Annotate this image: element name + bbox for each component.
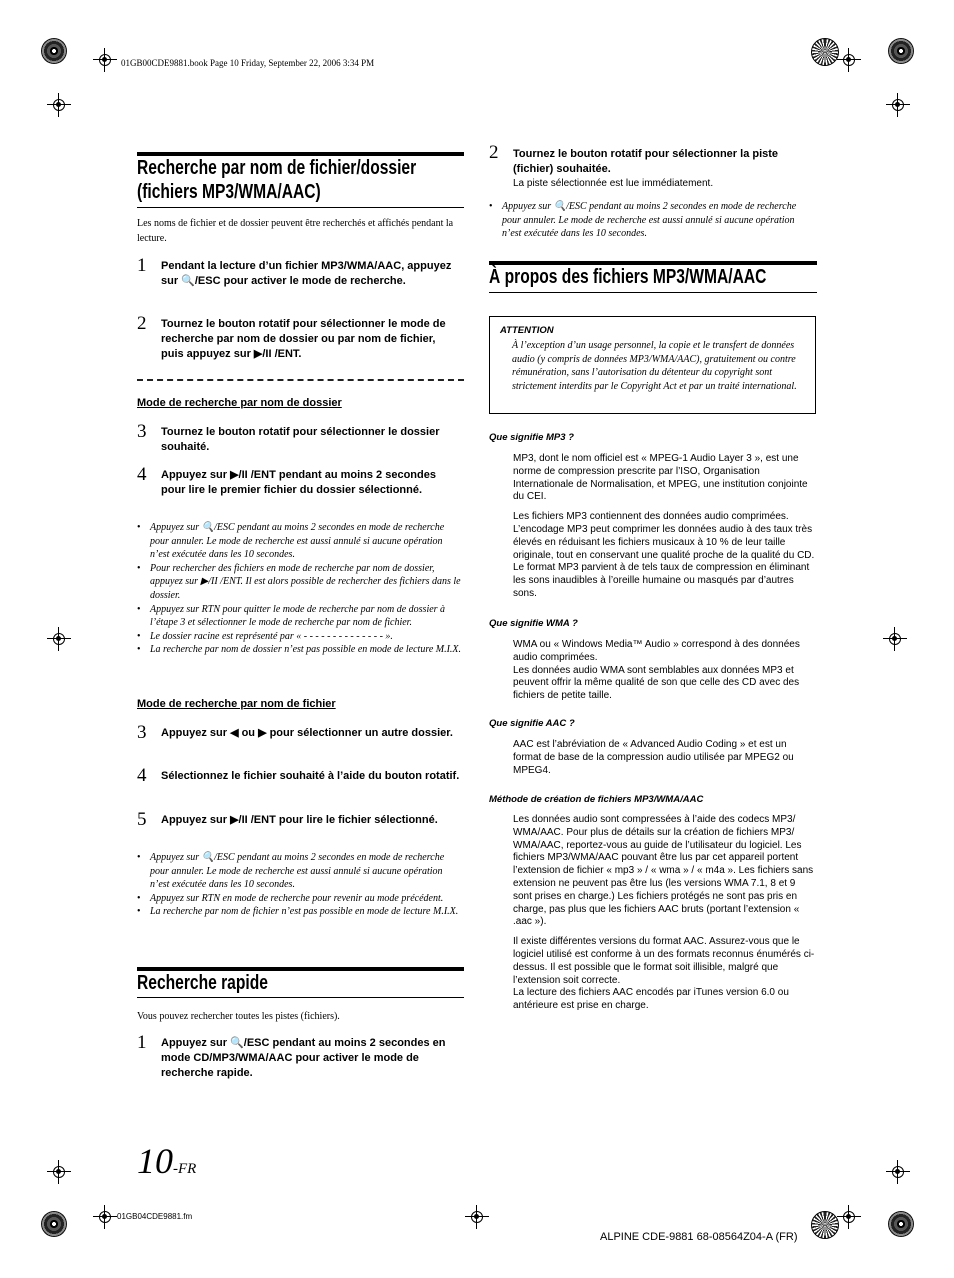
quick-search-intro: Vous pouvez rechercher toutes les pistes (fichiers). (137, 1011, 340, 1022)
method-paragraph-1: Les données audio sont compressées à l’aide des codecs MP3/ WMA/AAC. Pour plus de détails sur la création de fichiers MP3/ WMA/AAC, reportez-vous au guide de l’utilisateur du logiciel. Les fichiers MP3/WMA/AAC pouvant être lus par cet appareil portent l’extension de fichier « mp3 » / « wma » / « m4a ». Les fichiers sans extension ne peuvent pas être lus (les versions WMA 7.1, 8 et 9 sont prises en charge.) Les fichiers protégés ne sont pas pris en charge, pas plus que les fichiers AAC bruts (portant l’extension « .aac »). (513, 814, 814, 928)
file-step-4-text: Sélectionnez le fichier souhaité à l’aide du bouton rotatif. (161, 770, 460, 782)
folder-mode-heading: Mode de recherche par nom de dossier (137, 397, 342, 409)
crosshair-mark-bottom-left (93, 1205, 117, 1229)
wma-answer (513, 639, 817, 710)
quick-step-number-2: 2 (489, 142, 499, 163)
wma-paragraph-2: Les données audio WMA sont semblables aux données MP3 et peuvent offrir la même qualité de son que celle des CD avec des fichiers de petite taille. (513, 664, 800, 702)
method-answer (513, 814, 817, 1020)
page-number-block (137, 1140, 196, 1182)
crosshair-mark-left-middle (47, 627, 71, 651)
folder-notes-list (137, 521, 463, 657)
registration-disc-bottom-right (888, 1211, 914, 1237)
method-paragraph-2: Il existe différentes versions du format AAC. Assurez-vous que le logiciel utilisé est conforme à un des formats reconnus énumérés ci-dessus. Il est possible que le format soit illisible, malgré que l’extension soit correcte. (513, 936, 815, 986)
note-item: • Le dossier racine est représenté par « - - - - - - - - - - - - - - ». (137, 630, 463, 644)
note-item: • Appuyez sur 🔍/ESC pendant au moins 2 secondes en mode de recherche pour annuler. Le mode de recherche est aussi annulé si aucune opération n’est exécutée dans les 10 secondes. (137, 521, 463, 562)
quick-step-number-1: 1 (137, 1032, 147, 1053)
crosshair-mark-right-lower (886, 1160, 910, 1184)
aac-answer (513, 739, 817, 784)
file-notes-list (137, 851, 463, 919)
question-aac: Que signifie AAC ? (489, 718, 575, 729)
about-rule-bottom (489, 292, 817, 293)
mp3-answer (513, 453, 817, 608)
registration-disc-top-right-light (811, 38, 839, 66)
step-2-text: Tournez le bouton rotatif pour sélectionner le mode de recherche par nom de dossier ou par nom de fichier, puis appuyez sur ▶/II /ENT. (161, 318, 446, 360)
note-item: • Pour rechercher des fichiers en mode de recherche par nom de dossier, appuyez sur ▶/II /ENT. Il est alors possible de rechercher des fichiers dans le dossier. (137, 562, 463, 603)
aac-paragraph-1: AAC est l’abréviation de « Advanced Audio Coding » et est un format de base de la compression audio utilisée par MPEG2 ou MPEG4. (513, 739, 794, 776)
quick-notes-list (489, 200, 811, 241)
file-step-number-4: 4 (137, 765, 147, 786)
crosshair-mark-top-right (837, 48, 861, 72)
note-item: • Appuyez sur RTN en mode de recherche pour revenir au mode précédent. (137, 892, 463, 906)
registration-disc-top-left (41, 38, 67, 64)
quick-search-title: Recherche rapide (137, 972, 268, 994)
question-mp3: Que signifie MP3 ? (489, 432, 574, 443)
crosshair-mark-right-upper (886, 93, 910, 117)
mp3-paragraph-2: Les fichiers MP3 contiennent des données audio comprimées. L’encodage MP3 peut comprimer les données audio à des taux très élevés en réduisant les fichiers musicaux à 10 % de leur taille originale, tout en conservant une qualité proche de la qualité du CD. Le format MP3 parvient à de tels taux de compression en éliminant les sons inaudibles à l’oreille humaine ou masqués par d’autres sons. (513, 511, 815, 599)
method-paragraph-3: La lecture des fichiers AAC encodés par iTunes version 6.0 ou antérieure est prise en charge. (513, 987, 789, 1012)
file-reference: 01GB04CDE9881.fm (117, 1212, 193, 1221)
attention-box (489, 316, 816, 414)
question-wma: Que signifie WMA ? (489, 618, 578, 629)
note-item: • La recherche par nom de dossier n’est pas possible en mode de lecture M.I.X. (137, 643, 463, 657)
folder-step-4-text: Appuyez sur ▶/II /ENT pendant au moins 2 secondes pour lire le premier fichier du dossier sélectionné. (161, 469, 436, 496)
file-step-5-text: Appuyez sur ▶/II /ENT pour lire le fichier sélectionné. (161, 814, 438, 826)
step-number-2: 2 (137, 313, 147, 334)
about-title: À propos des fichiers MP3/WMA/AAC (489, 266, 767, 288)
page-number-suffix: -FR (173, 1161, 197, 1177)
crosshair-mark-right-middle (883, 627, 907, 651)
question-method: Méthode de création de fichiers MP3/WMA/AAC (489, 794, 704, 805)
folder-step-number-4: 4 (137, 464, 147, 485)
folder-step-number-3: 3 (137, 421, 147, 442)
section-rule-bottom (137, 207, 464, 208)
search-intro: Les noms de fichier et de dossier peuvent être recherchés et affichés pendant la lecture. (137, 218, 454, 244)
file-step-number-5: 5 (137, 809, 147, 830)
crosshair-mark-top-left (93, 48, 117, 72)
attention-text: À l’exception d’un usage personnel, la copie et le transfert de données audio (y compris de données MP3/WMA/AAC), gratuitement ou contre rémunération, sans l’autorisation du détenteur du copyright sont strictement interdits par le Copyright Act et par un traité international. (512, 340, 797, 392)
file-mode-heading: Mode de recherche par nom de fichier (137, 698, 336, 710)
quick-step-1-text: Appuyez sur 🔍/ESC pendant au moins 2 secondes en mode CD/MP3/WMA/AAC pour activer le mode de recherche rapide. (161, 1037, 446, 1079)
section-title-search-line1: Recherche par nom de fichier/dossier (137, 157, 417, 179)
file-step-3-text: Appuyez sur ◀ ou ▶ pour sélectionner un autre dossier. (161, 727, 453, 739)
crosshair-mark-bottom-right (837, 1205, 861, 1229)
registration-disc-bottom-left (41, 1211, 67, 1237)
note-item: • La recherche par nom de fichier n’est pas possible en mode de lecture M.I.X. (137, 905, 463, 919)
note-item: • Appuyez sur RTN pour quitter le mode de recherche par nom de dossier à l’étape 3 et sélectionner le mode de recherche par nom de fichier. (137, 603, 463, 630)
quick-step-2-text: Tournez le bouton rotatif pour sélectionner la piste (fichier) souhaitée. (513, 148, 779, 175)
page-number: 10 (137, 1141, 173, 1181)
wma-paragraph-1: WMA ou « Windows Media™ Audio » correspond à des données audio comprimées. (513, 639, 800, 663)
file-step-number-3: 3 (137, 722, 147, 743)
attention-title: ATTENTION (500, 325, 554, 336)
quick-search-rule-bottom (137, 997, 464, 998)
dashed-separator (137, 379, 464, 381)
note-item: • Appuyez sur 🔍/ESC pendant au moins 2 secondes en mode de recherche pour annuler. Le mode de recherche est aussi annulé si aucune opération n’est exécutée dans les 10 secondes. (489, 200, 811, 241)
quick-step-2-subtext: La piste sélectionnée est lue immédiatement. (513, 178, 714, 189)
registration-disc-top-right (888, 38, 914, 64)
model-reference: ALPINE CDE-9881 68-08564Z04-A (FR) (600, 1231, 798, 1243)
registration-disc-bottom-right-light (811, 1211, 839, 1239)
section-title-search-line2: (fichiers MP3/WMA/AAC) (137, 181, 321, 203)
step-1-text: Pendant la lecture d’un fichier MP3/WMA/AAC, appuyez sur 🔍/ESC pour activer le mode de recherche. (161, 260, 452, 287)
book-info-header: 01GB00CDE9881.book Page 10 Friday, September 22, 2006 3:34 PM (121, 58, 375, 68)
mp3-paragraph-1: MP3, dont le nom officiel est « MPEG-1 Audio Layer 3 », est une norme de compression prescrite par l’ISO, Organisation Internationale de Normalisation, et MPEG, une institution conjointe du CEI. (513, 453, 808, 503)
crosshair-mark-bottom-center (465, 1205, 489, 1229)
folder-step-3-text: Tournez le bouton rotatif pour sélectionner le dossier souhaité. (161, 426, 440, 453)
crosshair-mark-left-upper (47, 93, 71, 117)
crosshair-mark-left-lower (47, 1160, 71, 1184)
step-number-1: 1 (137, 255, 147, 276)
note-item: • Appuyez sur 🔍/ESC pendant au moins 2 secondes en mode de recherche pour annuler. Le mode de recherche est aussi annulé si aucune opération n’est exécutée dans les 10 secondes. (137, 851, 463, 892)
